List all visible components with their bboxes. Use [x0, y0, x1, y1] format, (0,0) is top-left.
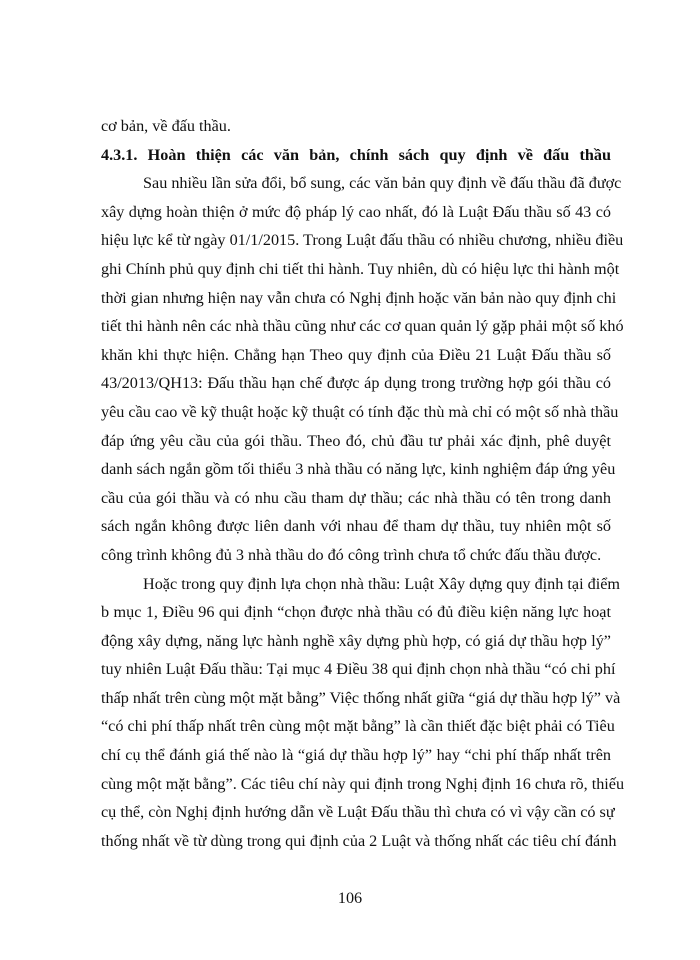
text-line: tiết thi hành nên các nhà thầu cũng như các cơ quan quản lý gặp phải một số khó	[101, 317, 624, 336]
text-line: yêu cầu cao về kỹ thuật hoặc kỹ thuật có tính đặc thù mà chỉ có một số nhà thầu	[101, 402, 619, 421]
text-line: cụ thể, còn Nghị định hướng dẫn về Luật Đấu thầu thì chưa có vì vậy cần có sự	[101, 803, 615, 822]
text-line: sách ngắn không được liên danh với nhau để tham dự thầu, tuy nhiên một số	[101, 517, 611, 536]
text-line: chí cụ thể đánh giá thế nào là “giá dự thầu hợp lý” hay “chi phí thấp nhất trên	[101, 746, 611, 765]
text-line: ghi Chính phủ quy định chi tiết thi hành. Tuy nhiên, dù có hiệu lực thi hành một	[101, 259, 620, 278]
text-line: b mục 1, Điều 96 qui định “chọn được nhà thầu có đủ điều kiện năng lực hoạt	[101, 603, 611, 622]
text-line: Hoặc trong quy định lựa chọn nhà thầu: Luật Xây dựng quy định tại điểm	[143, 574, 620, 593]
text-line: công trình không đủ 3 nhà thầu do đó công trình chưa tổ chức đấu thầu được.	[101, 545, 602, 564]
text-line: hiệu lực kể từ ngày 01/1/2015. Trong Luật đấu thầu có nhiều chương, nhiều điều	[101, 231, 624, 250]
text-line: đáp ứng yêu cầu của gói thầu. Theo đó, chủ đầu tư phải xác định, phê duyệt	[101, 431, 611, 450]
page-number: 106	[337, 889, 363, 907]
text-line: cơ bản, về đấu thầu.	[101, 117, 231, 135]
text-line: 43/2013/QH13: Đấu thầu hạn chế được áp dụng trong trường hợp gói thầu có	[101, 374, 611, 393]
text-line: thời gian nhưng hiện nay vẫn chưa có Nghị định hoặc văn bản nào quy định chi	[101, 288, 617, 307]
text-line: thống nhất về từ dùng trong qui định của 2 Luật và thống nhất các tiêu chí đánh	[101, 831, 617, 850]
text-line: danh sách ngắn gồm tối thiểu 3 nhà thầu có năng lực, kinh nghiệm đáp ứng yêu	[101, 460, 616, 479]
page-body-text	[101, 112, 625, 855]
text-line: tuy nhiên Luật Đấu thầu: Tại mục 4 Điều 38 qui định chọn nhà thầu “có chi phí	[101, 660, 616, 679]
text-line: khăn khi thực hiện. Chẳng hạn Theo quy định của Điều 21 Luật Đấu thầu số	[101, 345, 611, 364]
text-line: Sau nhiều lần sửa đổi, bổ sung, các văn bản quy định về đấu thầu đã được	[143, 174, 622, 193]
text-line: “có chi phí thấp nhất trên cùng một mặt bằng” là cần thiết đặc biệt phải có Tiêu	[101, 717, 615, 736]
section-heading: 4.3.1. Hoàn thiện các văn bản, chính sách quy định về đấu thầu	[101, 145, 611, 164]
text-line: xây dựng hoàn thiện ở mức độ pháp lý cao nhất, đó là Luật Đấu thầu số 43 có	[101, 202, 611, 221]
text-line: động xây dựng, năng lực hành nghề xây dựng phù hợp, có giá dự thầu hợp lý”	[101, 631, 611, 650]
text-line: cầu của gói thầu và có nhu cầu tham dự thầu; các nhà thầu có tên trong danh	[101, 488, 611, 507]
text-line: thấp nhất trên cùng một mặt bằng” Việc thống nhất giữa “giá dự thầu hợp lý” và	[101, 688, 621, 707]
text-line: cùng một mặt bằng”. Các tiêu chí này qui định trong Nghị định 16 chưa rõ, thiếu	[101, 774, 625, 793]
